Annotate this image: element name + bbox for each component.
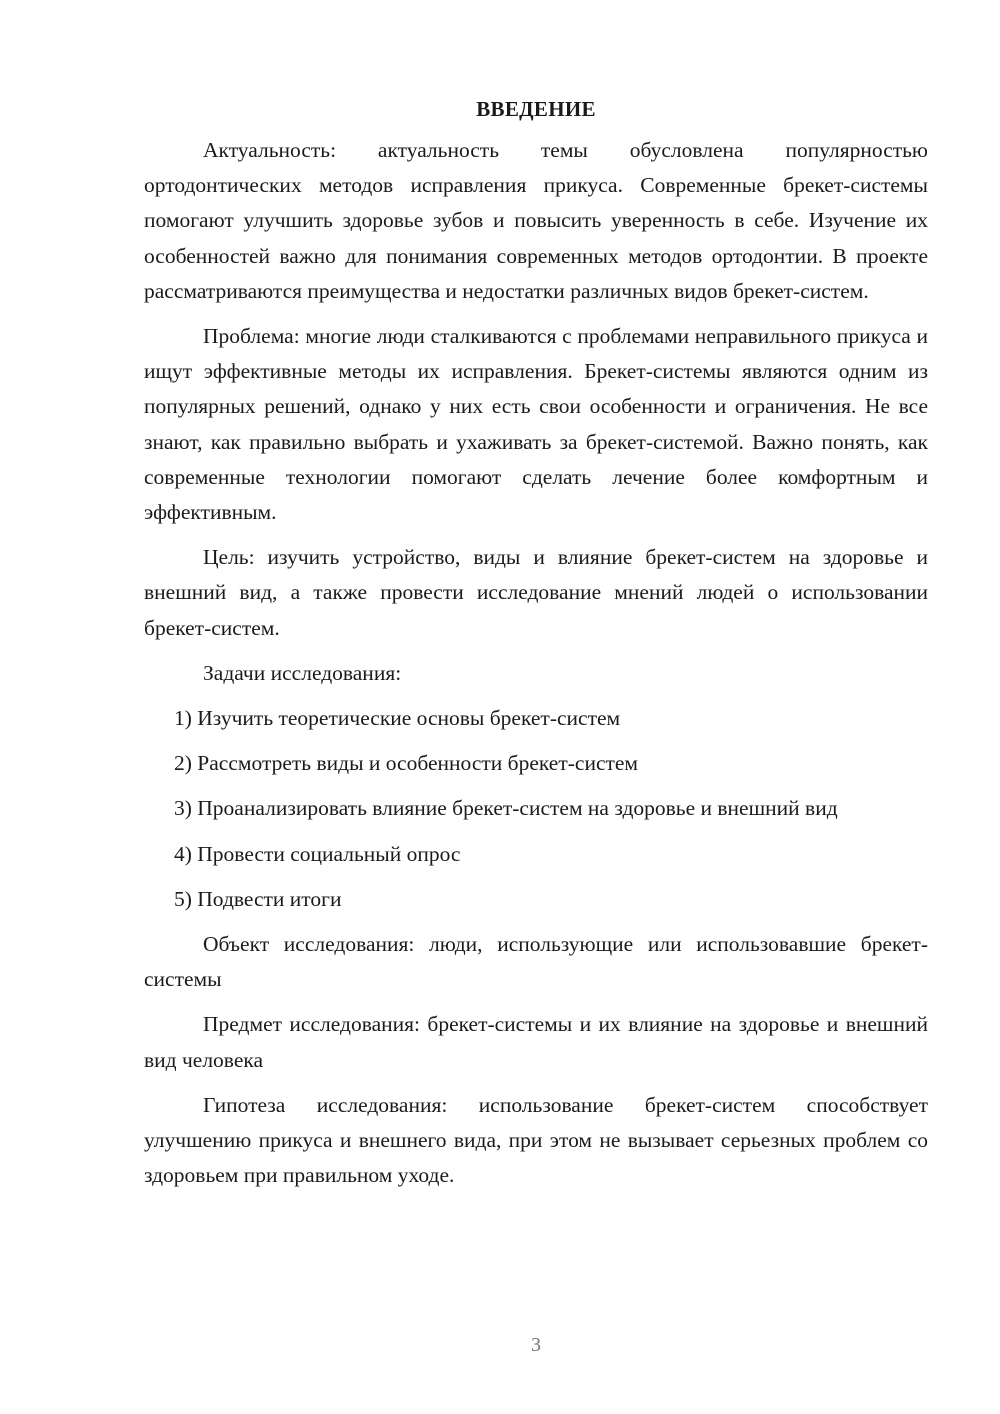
task-item: 5) Подвести итоги bbox=[174, 886, 342, 911]
task-item: 1) Изучить теоретические основы брекет-систем bbox=[174, 706, 621, 731]
goal-paragraph: Цель: изучить устройство, виды и влияние брекет-систем на здоровье и внешний вид, а также провести исследование мнений людей о использовании брекет-систем. bbox=[144, 545, 928, 640]
tasks-heading: Задачи исследования: bbox=[203, 660, 402, 685]
object-paragraph: Объект исследования: люди, использующие или использовавшие брекет-системы bbox=[144, 932, 928, 992]
task-item: 3) Проанализировать влияние брекет-систем на здоровье и внешний вид bbox=[174, 796, 838, 821]
task-item: 2) Рассмотреть виды и особенности брекет-систем bbox=[174, 751, 639, 776]
page-number: 3 bbox=[531, 1334, 541, 1356]
task-item: 4) Провести социальный опрос bbox=[174, 841, 461, 866]
problem-paragraph: Проблема: многие люди сталкиваются с проблемами неправильного прикуса и ищут эффективные методы их исправления. Брекет-системы являются одним из популярных решений, однако у них есть свои особенности и ограничения. Не все знают, как правильно выбрать и ухаживать за брекет-системой. Важно понять, как современные технологии помогают сделать лечение более комфортным и эффективным. bbox=[144, 324, 928, 525]
subject-paragraph: Предмет исследования: брекет-системы и их влияние на здоровье и внешний вид человека bbox=[144, 1012, 928, 1072]
relevance-paragraph: Актуальность: актуальность темы обусловлена популярностью ортодонтических методов исправления прикуса. Современные брекет-системы помогают улучшить здоровье зубов и повысить уверенность в себе. Изучение их особенностей важно для понимания современных методов ортодонтии. В проекте рассматриваются преимущества и недостатки различных видов брекет-систем. bbox=[144, 138, 928, 303]
page-content bbox=[144, 92, 928, 1203]
section-title: ВВЕДЕНИЕ bbox=[476, 97, 596, 121]
hypothesis-paragraph: Гипотеза исследования: использование брекет-систем способствует улучшению прикуса и внешнего вида, при этом не вызывает серьезных проблем со здоровьем при правильном уходе. bbox=[144, 1092, 928, 1188]
